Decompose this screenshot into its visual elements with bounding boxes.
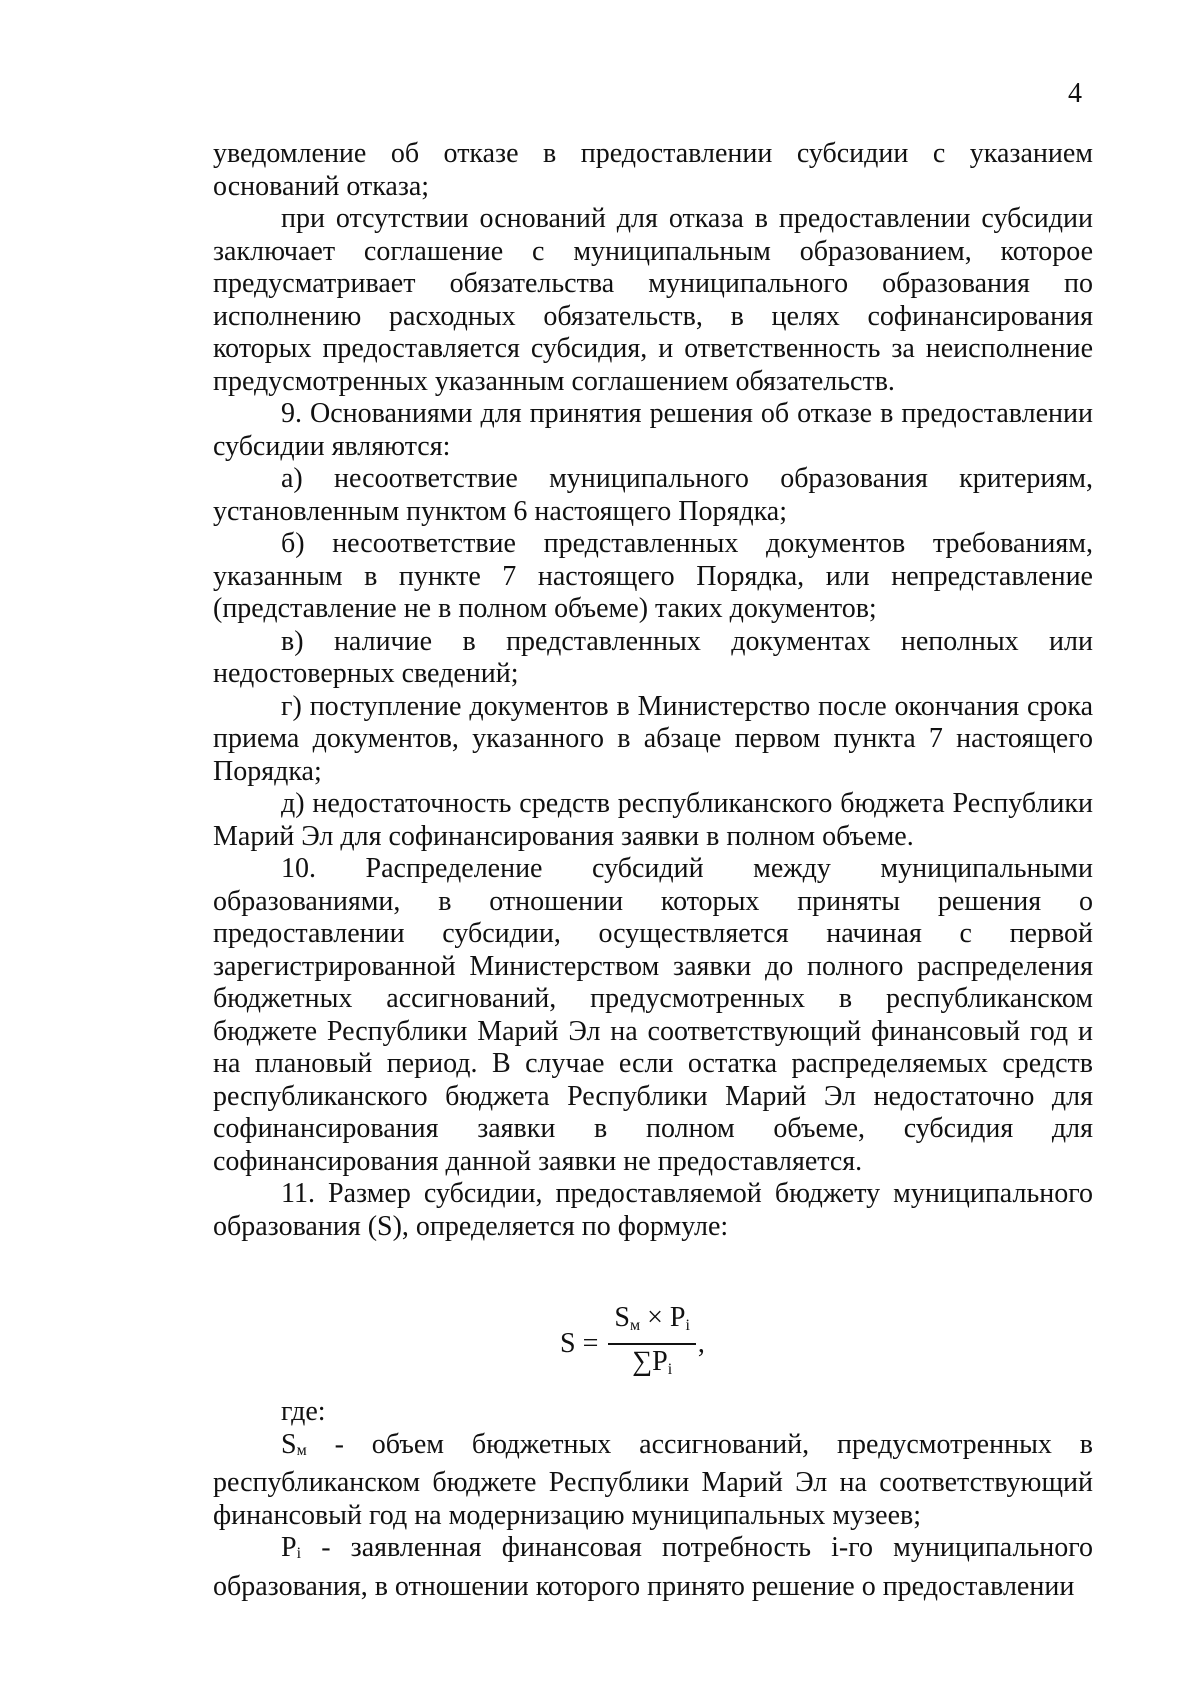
paragraph: уведомление об отказе в предоставлении субсидии с указанием оснований отказа;	[213, 138, 1093, 202]
formula-den-p: P	[652, 1346, 668, 1377]
formula-num-s: S	[614, 1302, 630, 1333]
paragraph: б) несоответствие представленных документов требованиям, указанным в пункте 7 настоящего Порядка, или непредставление (представление не в полном объеме) таких документов;	[213, 528, 1093, 624]
paragraph: г) поступление документов в Министерство после окончания срока приема документов, указанного в абзаце первом пункта 7 настоящего Порядка;	[213, 690, 1093, 787]
formula-num-s-sub: м	[629, 1317, 641, 1334]
definition-sm-sub: м	[296, 1441, 307, 1459]
paragraph: 11. Размер субсидии, предоставляемой бюджету муниципального образования (S), определяется по формуле:	[213, 1178, 1093, 1242]
paragraph: при отсутствии оснований для отказа в предоставлении субсидии заключает соглашение с муниципальным образованием, которое предусматривает обязательства муниципального образования по исполнению расходных обязательств, в целях софинансирования которых предоставляется субсидия, и ответственность за неисполнение предусмотренных указанным соглашением обязательств.	[213, 203, 1093, 397]
body-text-upper	[213, 138, 1093, 1243]
definition-sm-text: - объем бюджетных ассигнований, предусмотренных в республиканском бюджете Республики Марий Эл на соответствующий финансовый год на модернизацию муниципальных музеев;	[213, 1428, 1093, 1531]
definition-sm-var: S	[281, 1428, 297, 1460]
formula-lhs: S =	[560, 1328, 599, 1359]
definition-pi-sub: i	[296, 1545, 302, 1562]
formula-den-p-sub: i	[667, 1361, 673, 1378]
paragraph: 10. Распределение субсидий между муниципальными образованиями, в отношении которых приняты решения о предоставлении субсидии, осуществляется начиная с первой зарегистрированной Министерством заявки до полного распределения бюджетных ассигнований, предусмотренных в республиканском бюджете Республики Марий Эл на соответствующий финансовый год и на плановый период. В случае если остатка распределяемых средств республиканского бюджета Республики Марий Эл недостаточно для софинансирования заявки в полном объеме, субсидия для софинансирования данной заявки не предоставляется.	[213, 853, 1093, 1177]
formula-num-p-sub: i	[685, 1317, 690, 1334]
paragraph: а) несоответствие муниципального образования критериям, установленным пунктом 6 настоящего Порядка;	[213, 463, 1093, 527]
formula-numerator	[608, 1303, 696, 1345]
paragraph: в) наличие в представленных документах неполных или недостоверных сведений;	[213, 625, 1093, 689]
formula	[560, 1303, 705, 1385]
where-label: где:	[281, 1396, 326, 1427]
formula-denominator	[632, 1345, 672, 1385]
definition-sm	[213, 1429, 1093, 1533]
formula-trail: ,	[697, 1328, 705, 1359]
paragraph: 9. Основаниями для принятия решения об отказе в предоставлении субсидии являются:	[213, 398, 1093, 462]
paragraph: д) недостаточность средств республиканского бюджета Республики Марий Эл для софинансирования заявки в полном объеме.	[213, 788, 1093, 852]
formula-num-op: ×	[640, 1302, 670, 1333]
definition-pi	[213, 1532, 1093, 1603]
body-text-lower	[213, 1396, 1093, 1603]
formula-fraction	[608, 1303, 696, 1385]
definition-pi-text: - заявленная финансовая потребность i-го муниципального образования, в отношении которого принято решение о предоставлении	[213, 1532, 1093, 1602]
formula-den-sigma: ∑	[632, 1346, 653, 1377]
definition-pi-var: P	[281, 1532, 297, 1563]
page-number: 4	[1068, 78, 1082, 109]
formula-num-p: P	[669, 1302, 686, 1333]
